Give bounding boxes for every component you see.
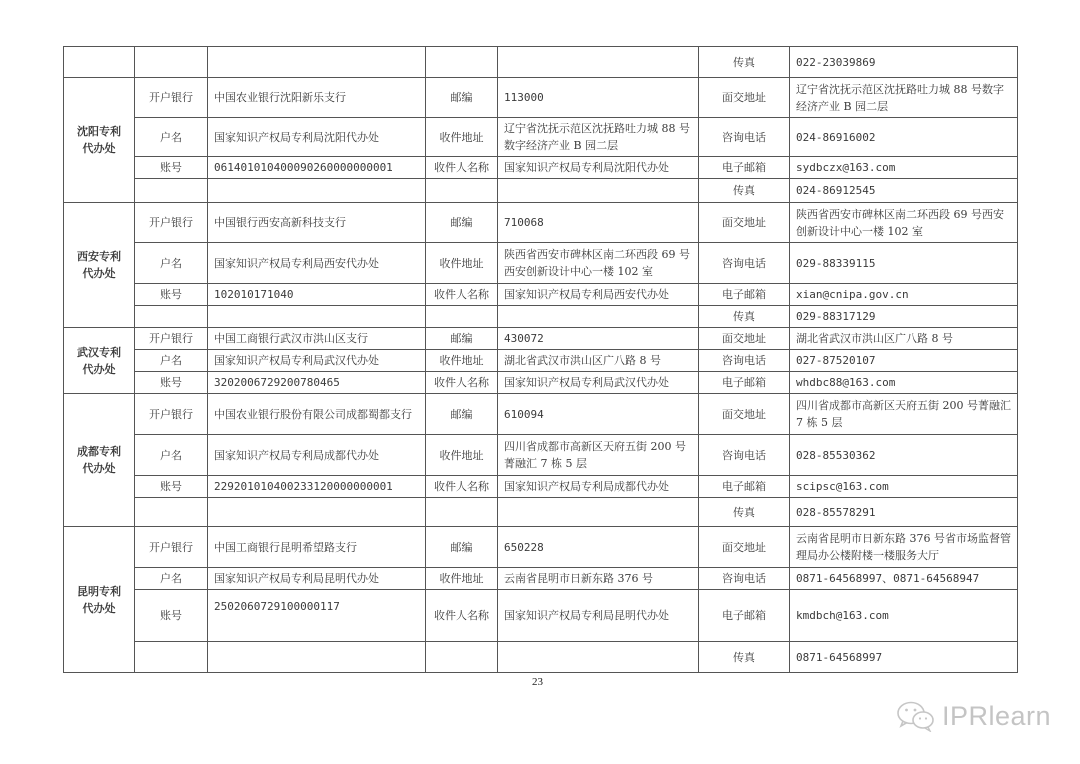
email-label: 电子邮箱 <box>699 590 790 642</box>
empty-cell <box>426 498 498 527</box>
postcode-label: 邮编 <box>426 527 498 568</box>
recipient-label: 收件人名称 <box>426 590 498 642</box>
account-no-label: 账号 <box>135 157 208 179</box>
phone-label: 咨询电话 <box>699 435 790 476</box>
fax-label: 传真 <box>699 498 790 527</box>
inperson-address-label: 面交地址 <box>699 203 790 243</box>
inperson-address-label: 面交地址 <box>699 527 790 568</box>
account-name-value: 国家知识产权局专利局西安代办处 <box>208 243 426 284</box>
postcode-value: 113000 <box>498 78 699 118</box>
mail-address-label: 收件地址 <box>426 118 498 157</box>
postcode-value: 430072 <box>498 328 699 350</box>
account-name-label: 户名 <box>135 568 208 590</box>
empty-cell <box>208 179 426 203</box>
email-value: xian@cnipa.gov.cn <box>790 284 1018 306</box>
account-name-label: 户名 <box>135 243 208 284</box>
table-row <box>64 476 1018 498</box>
mail-address-value: 云南省昆明市日新东路 376 号 <box>498 568 699 590</box>
table-row <box>64 590 1018 642</box>
bank-label: 开户银行 <box>135 328 208 350</box>
office-name-shenyang: 沈阳专利 代办处 <box>64 78 135 203</box>
account-no-value: 229201010400233120000000001 <box>208 476 426 498</box>
account-no-label: 账号 <box>135 476 208 498</box>
phone-value: 029-88339115 <box>790 243 1018 284</box>
empty-cell <box>498 498 699 527</box>
table-row <box>64 284 1018 306</box>
empty-cell <box>208 306 426 328</box>
bank-value: 中国农业银行股份有限公司成都蜀都支行 <box>208 394 426 435</box>
bank-label: 开户银行 <box>135 394 208 435</box>
bank-value: 中国银行西安高新科技支行 <box>208 203 426 243</box>
empty-cell <box>498 47 699 78</box>
table-row <box>64 568 1018 590</box>
empty-cell <box>135 498 208 527</box>
postcode-label: 邮编 <box>426 394 498 435</box>
email-value: sydbczx@163.com <box>790 157 1018 179</box>
recipient-label: 收件人名称 <box>426 372 498 394</box>
mail-address-label: 收件地址 <box>426 350 498 372</box>
account-name-value: 国家知识产权局专利局武汉代办处 <box>208 350 426 372</box>
table-row <box>64 328 1018 350</box>
office-name-xian: 西安专利 代办处 <box>64 203 135 328</box>
postcode-label: 邮编 <box>426 328 498 350</box>
inperson-address-value: 湖北省武汉市洪山区广八路 8 号 <box>790 328 1018 350</box>
fax-label: 传真 <box>699 642 790 673</box>
email-value: whdbc88@163.com <box>790 372 1018 394</box>
table-row-continuation <box>64 47 1018 78</box>
account-name-label: 户名 <box>135 435 208 476</box>
account-no-value: 2502060729100000117 <box>208 590 426 642</box>
recipient-label: 收件人名称 <box>426 157 498 179</box>
fax-label: 传真 <box>699 179 790 203</box>
empty-cell <box>426 642 498 673</box>
empty-cell <box>64 47 135 78</box>
postcode-label: 邮编 <box>426 78 498 118</box>
table-row <box>64 498 1018 527</box>
mail-address-label: 收件地址 <box>426 568 498 590</box>
email-label: 电子邮箱 <box>699 476 790 498</box>
email-label: 电子邮箱 <box>699 284 790 306</box>
bank-label: 开户银行 <box>135 78 208 118</box>
fax-value: 028-85578291 <box>790 498 1018 527</box>
phone-label: 咨询电话 <box>699 243 790 284</box>
empty-cell <box>208 47 426 78</box>
postcode-label: 邮编 <box>426 203 498 243</box>
empty-cell <box>135 179 208 203</box>
inperson-address-label: 面交地址 <box>699 328 790 350</box>
empty-cell <box>498 642 699 673</box>
table-row <box>64 642 1018 673</box>
phone-label: 咨询电话 <box>699 350 790 372</box>
empty-cell <box>498 179 699 203</box>
bank-value: 中国农业银行沈阳新乐支行 <box>208 78 426 118</box>
watermark <box>896 700 1051 732</box>
empty-cell <box>208 642 426 673</box>
mail-address-label: 收件地址 <box>426 435 498 476</box>
empty-cell <box>135 47 208 78</box>
empty-cell <box>426 306 498 328</box>
table-row <box>64 203 1018 243</box>
fax-label: 传真 <box>699 47 790 78</box>
recipient-value: 国家知识产权局专利局昆明代办处 <box>498 590 699 642</box>
mail-address-value: 四川省成都市高新区天府五街 200 号菁融汇 7 栋 5 层 <box>498 435 699 476</box>
mail-address-label: 收件地址 <box>426 243 498 284</box>
table-row <box>64 118 1018 157</box>
office-name-kunming: 昆明专利 代办处 <box>64 527 135 673</box>
postcode-value: 610094 <box>498 394 699 435</box>
account-name-value: 国家知识产权局专利局昆明代办处 <box>208 568 426 590</box>
wechat-icon <box>896 700 936 732</box>
inperson-address-label: 面交地址 <box>699 394 790 435</box>
phone-value: 027-87520107 <box>790 350 1018 372</box>
fax-value: 0871-64568997 <box>790 642 1018 673</box>
inperson-address-value: 云南省昆明市日新东路 376 号省市场监督管理局办公楼附楼一楼服务大厅 <box>790 527 1018 568</box>
empty-cell <box>498 306 699 328</box>
account-name-label: 户名 <box>135 118 208 157</box>
inperson-address-label: 面交地址 <box>699 78 790 118</box>
bank-label: 开户银行 <box>135 203 208 243</box>
postcode-value: 650228 <box>498 527 699 568</box>
empty-cell <box>426 47 498 78</box>
account-no-value: 102010171040 <box>208 284 426 306</box>
account-no-value: 3202006729200780465 <box>208 372 426 394</box>
fax-value: 029-88317129 <box>790 306 1018 328</box>
account-no-label: 账号 <box>135 284 208 306</box>
phone-label: 咨询电话 <box>699 568 790 590</box>
account-no-label: 账号 <box>135 590 208 642</box>
recipient-value: 国家知识产权局专利局成都代办处 <box>498 476 699 498</box>
empty-cell <box>426 179 498 203</box>
table-row <box>64 157 1018 179</box>
email-label: 电子邮箱 <box>699 372 790 394</box>
fax-value: 022-23039869 <box>790 47 1018 78</box>
empty-cell <box>135 642 208 673</box>
bank-value: 中国工商银行昆明希望路支行 <box>208 527 426 568</box>
bank-value: 中国工商银行武汉市洪山区支行 <box>208 328 426 350</box>
bank-label: 开户银行 <box>135 527 208 568</box>
inperson-address-value: 辽宁省沈抚示范区沈抚路吐力城 88 号数字经济产业 B 园二层 <box>790 78 1018 118</box>
table-row <box>64 179 1018 203</box>
phone-value: 028-85530362 <box>790 435 1018 476</box>
table-row <box>64 350 1018 372</box>
mail-address-value: 陕西省西安市碑林区南二环西段 69 号西安创新设计中心一楼 102 室 <box>498 243 699 284</box>
email-label: 电子邮箱 <box>699 157 790 179</box>
mail-address-value: 湖北省武汉市洪山区广八路 8 号 <box>498 350 699 372</box>
recipient-value: 国家知识产权局专利局沈阳代办处 <box>498 157 699 179</box>
patent-agency-offices-table <box>63 46 1018 673</box>
table-row <box>64 394 1018 435</box>
mail-address-value: 辽宁省沈抚示范区沈抚路吐力城 88 号数字经济产业 B 园二层 <box>498 118 699 157</box>
account-name-label: 户名 <box>135 350 208 372</box>
email-value: kmdbch@163.com <box>790 590 1018 642</box>
table-row <box>64 372 1018 394</box>
recipient-label: 收件人名称 <box>426 476 498 498</box>
recipient-value: 国家知识产权局专利局武汉代办处 <box>498 372 699 394</box>
watermark-text: IPRlearn <box>942 700 1052 731</box>
table-row <box>64 435 1018 476</box>
fax-value: 024-86912545 <box>790 179 1018 203</box>
email-value: scipsc@163.com <box>790 476 1018 498</box>
account-no-label: 账号 <box>135 372 208 394</box>
inperson-address-value: 陕西省西安市碑林区南二环西段 69 号西安创新设计中心一楼 102 室 <box>790 203 1018 243</box>
empty-cell <box>208 498 426 527</box>
table-row <box>64 306 1018 328</box>
table-row <box>64 527 1018 568</box>
account-no-value: 061401010400090260000000001 <box>208 157 426 179</box>
postcode-value: 710068 <box>498 203 699 243</box>
table-row <box>64 78 1018 118</box>
table-row <box>64 243 1018 284</box>
fax-label: 传真 <box>699 306 790 328</box>
phone-label: 咨询电话 <box>699 118 790 157</box>
office-name-chengdu: 成都专利 代办处 <box>64 394 135 527</box>
inperson-address-value: 四川省成都市高新区天府五街 200 号菁融汇 7 栋 5 层 <box>790 394 1018 435</box>
recipient-value: 国家知识产权局专利局西安代办处 <box>498 284 699 306</box>
empty-cell <box>135 306 208 328</box>
account-name-value: 国家知识产权局专利局沈阳代办处 <box>208 118 426 157</box>
page-number: 23 <box>532 676 543 688</box>
phone-value: 024-86916002 <box>790 118 1018 157</box>
office-name-wuhan: 武汉专利 代办处 <box>64 328 135 394</box>
recipient-label: 收件人名称 <box>426 284 498 306</box>
account-name-value: 国家知识产权局专利局成都代办处 <box>208 435 426 476</box>
phone-value: 0871-64568997、0871-64568947 <box>790 568 1018 590</box>
